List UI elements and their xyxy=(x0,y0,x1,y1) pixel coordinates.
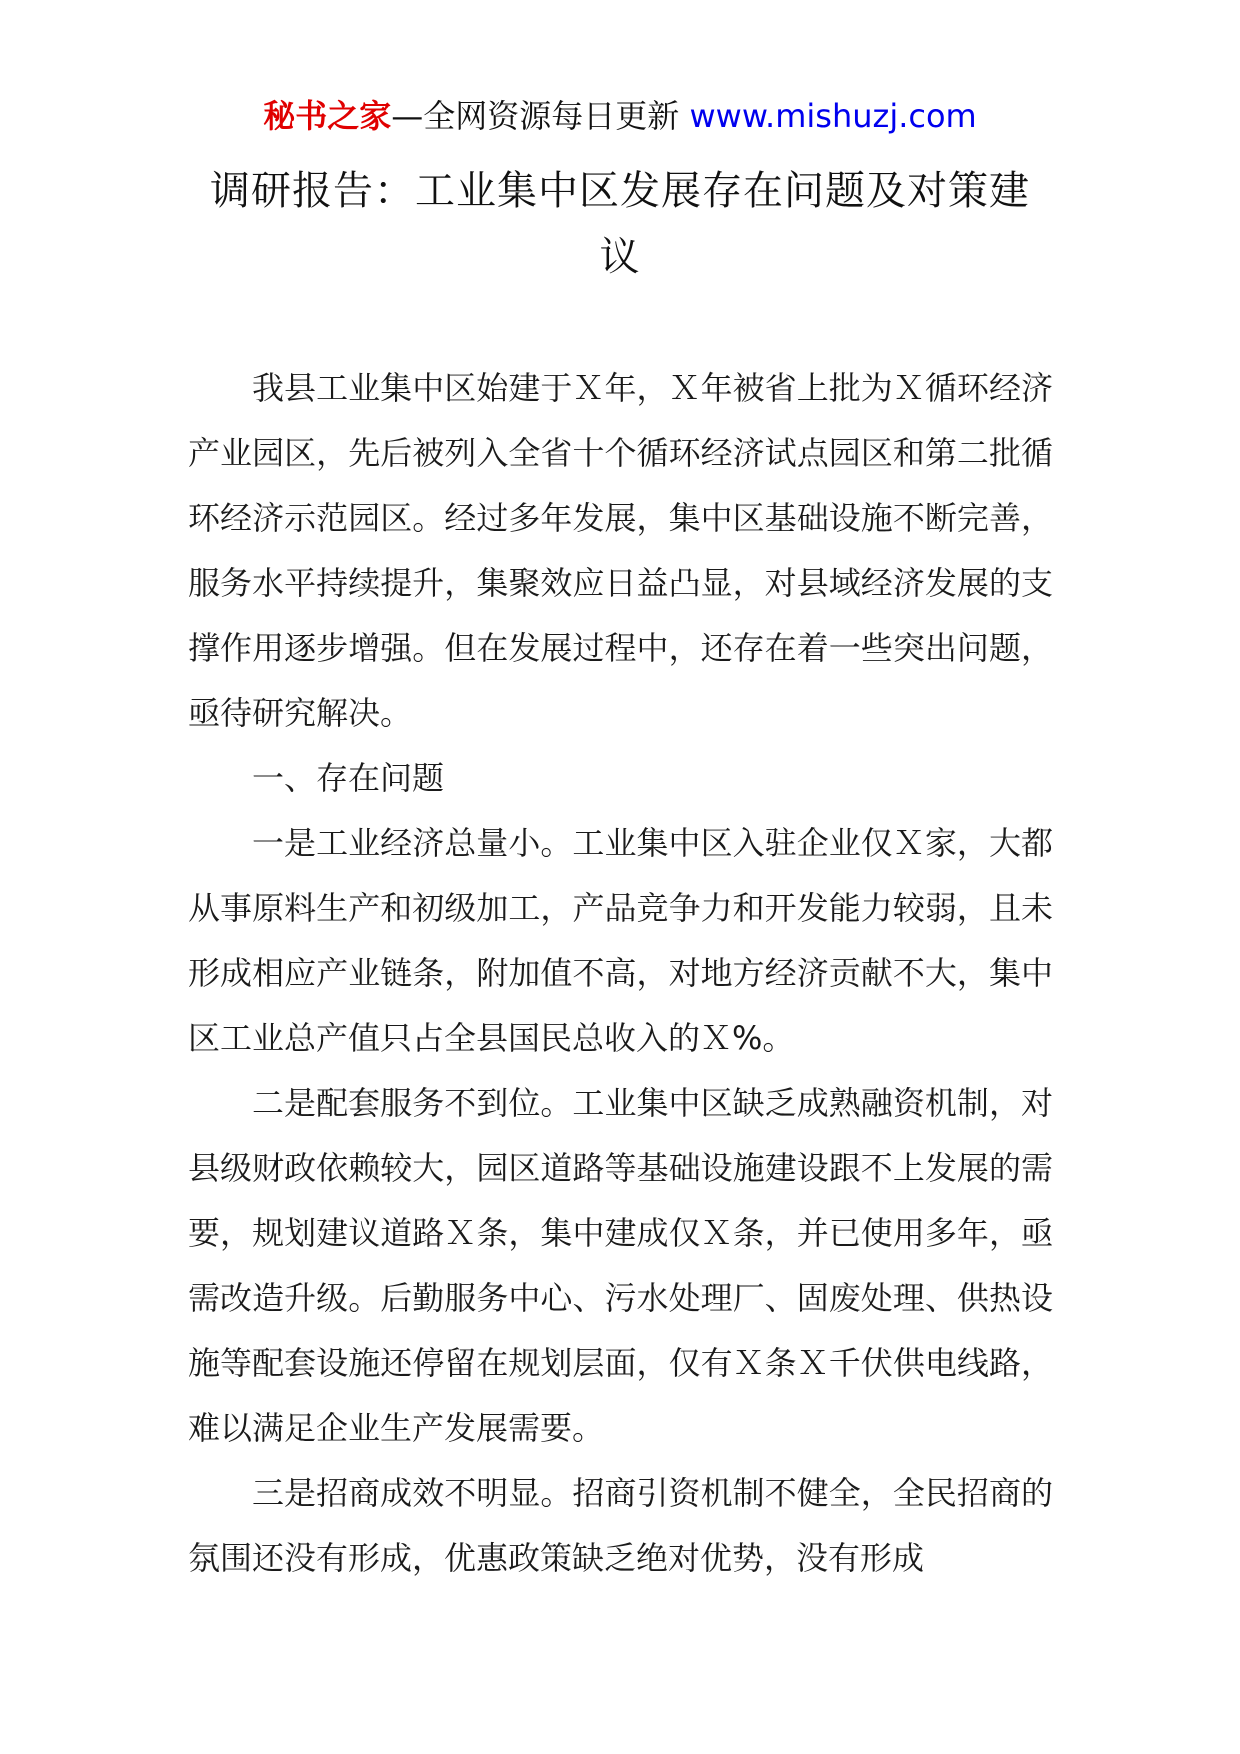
paragraph-intro: 我县工业集中区始建于Ｘ年，Ｘ年被省上批为Ｘ循环经济产业园区，先后被列入全省十个循环经济试点园区和第二批循环经济示范园区。经过多年发展，集中区基础设施不断完善，服务水平持续提升，集聚效应日益凸显，对县域经济发展的支撑作用逐步增强。但在发展过程中，还存在着一些突出问题，亟待研究解决。 xyxy=(188,369,1053,732)
paragraph-issue-2: 二是配套服务不到位。工业集中区缺乏成熟融资机制，对县级财政依赖较大，园区道路等基础设施建设跟不上发展的需要，规划建议道路Ｘ条，集中建成仅Ｘ条，并已使用多年，亟需改造升级。后勤服务中心、污水处理厂、固废处理、供热设施等配套设施还停留在规划层面，仅有Ｘ条Ｘ千伏供电线路，难以满足企业生产发展需要。 xyxy=(188,1084,1053,1447)
brand-name: 秘书之家 xyxy=(263,97,392,135)
document-body xyxy=(188,356,1053,1591)
section-heading: 一、存在问题 xyxy=(252,759,445,797)
paragraph-issue-1: 一是工业经济总量小。工业集中区入驻企业仅Ｘ家，大都从事原料生产和初级加工，产品竞争力和开发能力较弱，且未形成相应产业链条，附加值不高，对地方经济贡献不大，集中区工业总产值只占全县国民总收入的Ｘ%。 xyxy=(188,824,1053,1057)
document-title: 调研报告：工业集中区发展存在问题及对策建议 xyxy=(210,168,1030,280)
site-slogan: —全网资源每日更新 xyxy=(391,97,690,135)
paragraph-issue-3: 三是招商成效不明显。招商引资机制不健全，全民招商的氛围还没有形成，优惠政策缺乏绝对优势，没有形成 xyxy=(188,1474,1053,1577)
site-header xyxy=(0,96,1240,136)
site-url-link[interactable]: www.mishuzj.com xyxy=(689,97,977,135)
